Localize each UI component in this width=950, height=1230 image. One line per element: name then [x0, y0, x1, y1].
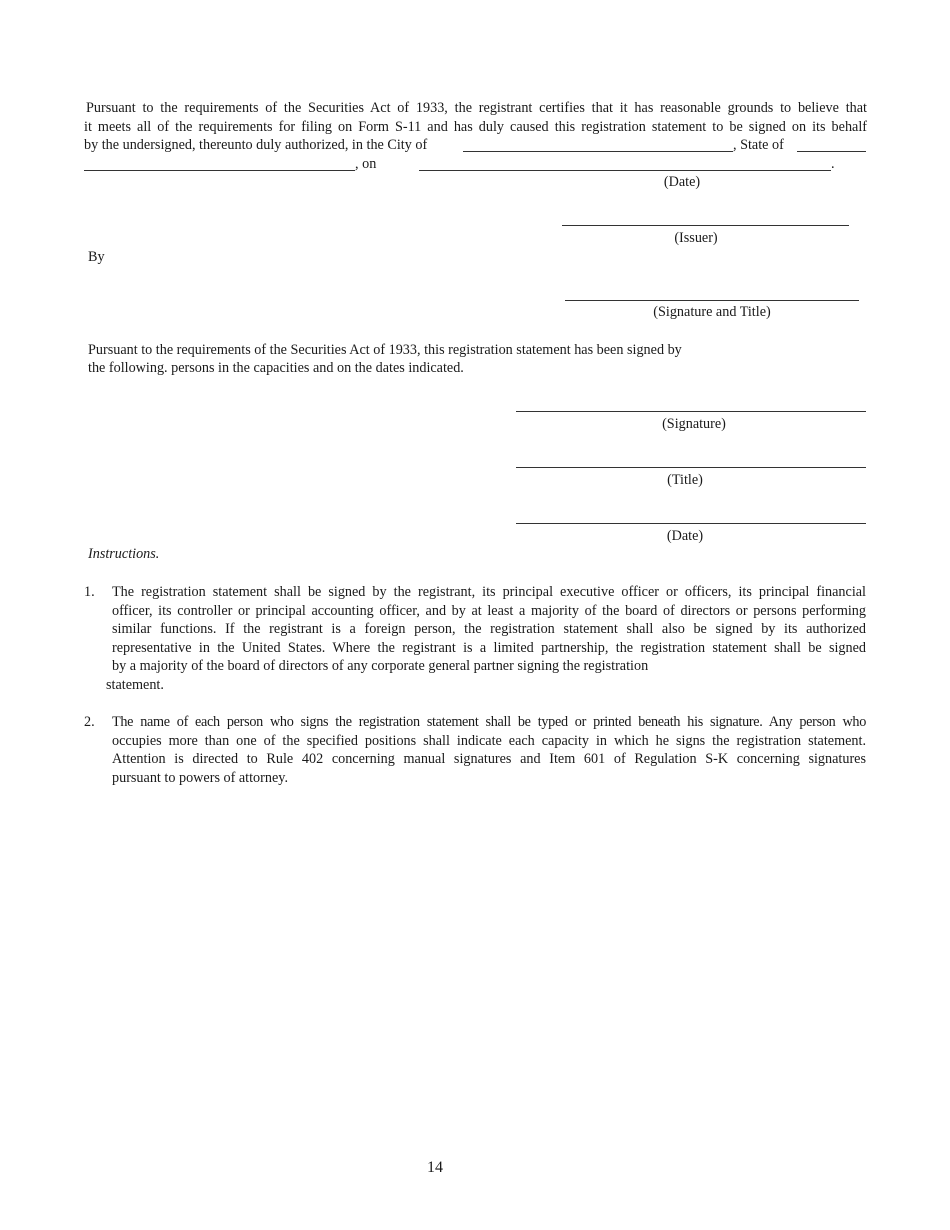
issuer-caption: (Issuer) [674, 230, 718, 246]
signature-line[interactable] [516, 411, 866, 412]
instruction-1-line-4: representative in the United States. Where the registrant is a limited partnership, the registration statement shall be signed [112, 640, 866, 656]
instruction-1-line-1: The registration statement shall be signed by the registrant, its principal executive officer or officers, its principal financial [112, 584, 866, 600]
date-caption: (Date) [663, 174, 701, 190]
issuer-signature-line[interactable] [562, 225, 849, 226]
signature-caption: (Signature) [662, 416, 726, 432]
period: . [831, 156, 835, 172]
persons-statement-line-2: the following. persons in the capacities and on the dates indicated. [88, 360, 464, 376]
certification-line-2: it meets all of the requirements for filing on Form S-11 and has duly caused this registration statement to be signed on its behalf [84, 119, 867, 135]
certification-line-1: Pursuant to the requirements of the Securities Act of 1933, the registrant certifies that it has reasonable grounds to believe that [86, 100, 867, 116]
state-blank-part-1[interactable] [797, 151, 866, 152]
instructions-heading: Instructions. [88, 546, 160, 562]
instruction-1-line-6: statement. [106, 677, 164, 693]
date-blank[interactable] [419, 170, 831, 171]
instruction-2-line-2: occupies more than one of the specified positions shall indicate each capacity in which he signs the registration statement. [112, 733, 866, 749]
city-blank[interactable] [463, 151, 733, 152]
signature-and-title-caption: (Signature and Title) [653, 304, 771, 320]
state-label: , State of [733, 137, 784, 153]
instruction-1-line-5: by a majority of the board of directors of any corporate general partner signing the registration [112, 658, 649, 674]
persons-date-caption: (Date) [666, 528, 704, 544]
by-signature-line[interactable] [565, 300, 859, 301]
on-label: , on [355, 156, 377, 172]
instruction-1-line-2: officer, its controller or principal accounting officer, and by at least a majority of the board of directors or persons performing [112, 603, 866, 619]
instruction-1-line-3: similar functions. If the registrant is a foreign person, the registration statement shall also be signed by its authorized [112, 621, 866, 637]
persons-statement-line-1: Pursuant to the requirements of the Securities Act of 1933, this registration statement has been signed by [88, 342, 682, 358]
instruction-2-number: 2. [84, 714, 95, 730]
instruction-2-line-3: Attention is directed to Rule 402 concerning manual signatures and Item 601 of Regulation S-K concerning signatures [112, 751, 866, 767]
instruction-2-line-1: The name of each person who signs the registration statement shall be typed or printed beneath his signature. Any person who [112, 714, 866, 730]
title-line[interactable] [516, 467, 866, 468]
by-label: By [88, 249, 105, 265]
date-line[interactable] [516, 523, 866, 524]
instruction-2-line-4: pursuant to powers of attorney. [112, 770, 288, 786]
title-caption: (Title) [667, 472, 703, 488]
instruction-1-number: 1. [84, 584, 95, 600]
certification-line-3: by the undersigned, thereunto duly authorized, in the City of [84, 137, 428, 153]
page-number: 14 [427, 1159, 443, 1176]
state-blank-part-2[interactable] [84, 170, 355, 171]
